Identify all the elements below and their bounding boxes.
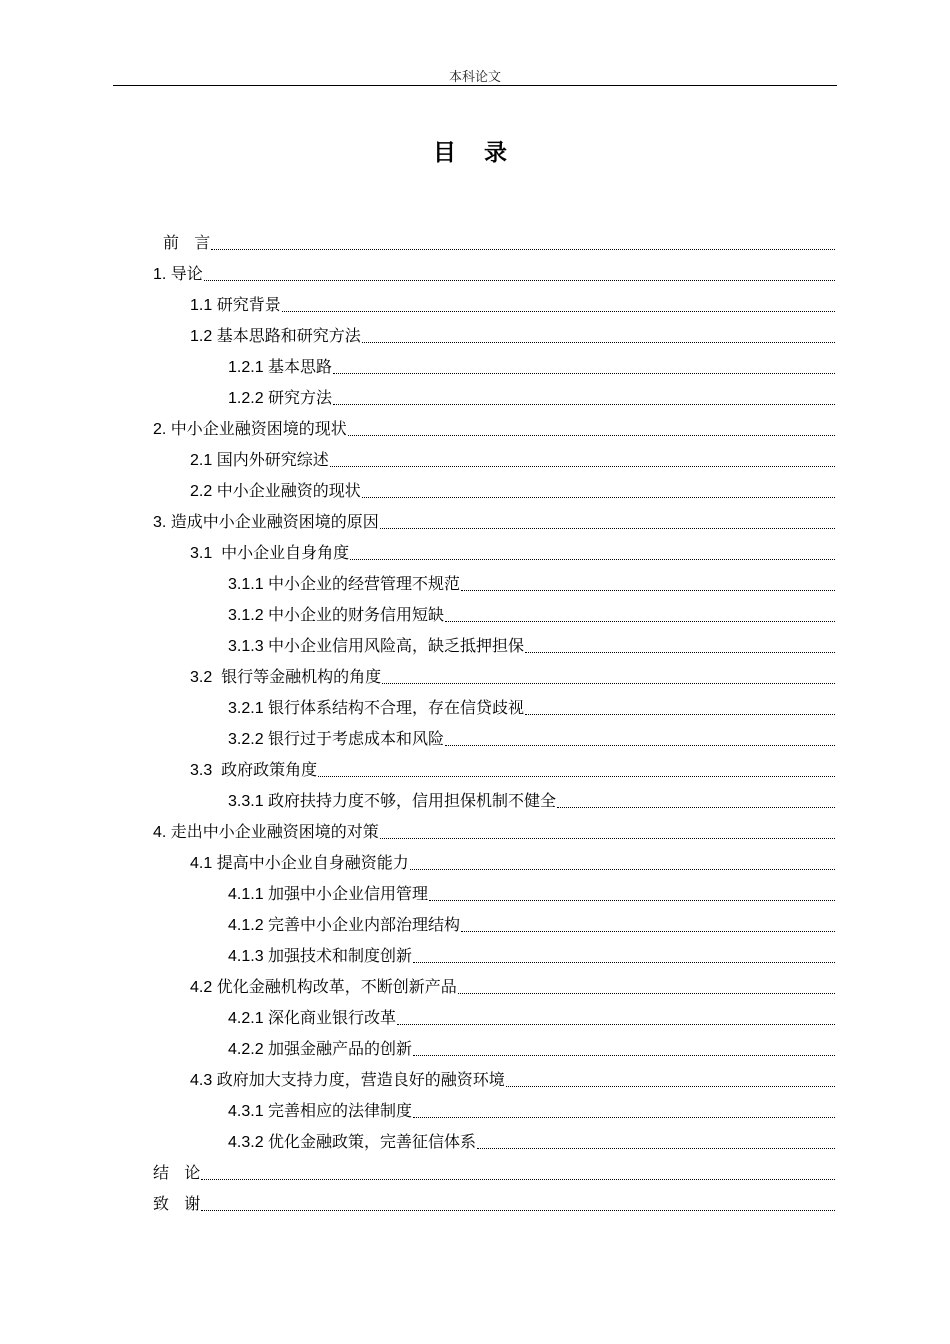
leader-dots <box>380 528 835 529</box>
leader-dots <box>445 745 835 746</box>
toc-entry-4-2[interactable]: 4.2 优化金融机构改革，不断创新产品 <box>190 970 835 998</box>
toc-entry-4-2-2[interactable]: 4.2.2 加强金融产品的创新 <box>228 1032 835 1060</box>
toc-entry-3-2-2[interactable]: 3.2.2 银行过于考虑成本和风险 <box>228 722 835 750</box>
toc-entry-1-2-2[interactable]: 1.2.2 研究方法 <box>228 381 835 409</box>
toc-entry-4-1-1[interactable]: 4.1.1 加强中小企业信用管理 <box>228 877 835 905</box>
leader-dots <box>410 869 835 870</box>
leader-dots <box>461 931 835 932</box>
toc-entry-acknowledgements[interactable]: 致 谢 <box>153 1187 835 1215</box>
toc-entry-1-2-1[interactable]: 1.2.1 基本思路 <box>228 350 835 378</box>
toc-entry-2[interactable]: 2. 中小企业融资困境的现状 <box>153 412 835 440</box>
leader-dots <box>348 435 835 436</box>
toc-entry-4-1-2[interactable]: 4.1.2 完善中小企业内部治理结构 <box>228 908 835 936</box>
toc-entry-4-3-2[interactable]: 4.3.2 优化金融政策，完善征信体系 <box>228 1125 835 1153</box>
toc-entry-3-2[interactable]: 3.2 银行等金融机构的角度 <box>190 660 835 688</box>
toc-entry-3-1[interactable]: 3.1 中小企业自身角度 <box>190 536 835 564</box>
leader-dots <box>333 373 835 374</box>
leader-dots <box>330 466 835 467</box>
leader-dots <box>557 807 835 808</box>
leader-dots <box>458 993 835 994</box>
leader-dots <box>397 1024 835 1025</box>
toc-entry-3-3-1[interactable]: 3.3.1 政府扶持力度不够，信用担保机制不健全 <box>228 784 835 812</box>
leader-dots <box>211 249 835 250</box>
leader-dots <box>318 776 835 777</box>
leader-dots <box>413 1055 835 1056</box>
leader-dots <box>461 590 835 591</box>
leader-dots <box>282 311 835 312</box>
toc-entry-3-3[interactable]: 3.3 政府政策角度 <box>190 753 835 781</box>
leader-dots <box>413 962 835 963</box>
toc-entry-4-2-1[interactable]: 4.2.1 深化商业银行改革 <box>228 1001 835 1029</box>
leader-dots <box>477 1148 835 1149</box>
leader-dots <box>333 404 835 405</box>
toc-entry-3-1-2[interactable]: 3.1.2 中小企业的财务信用短缺 <box>228 598 835 626</box>
leader-dots <box>506 1086 835 1087</box>
leader-dots <box>413 1117 835 1118</box>
toc-entry-3-1-3[interactable]: 3.1.3 中小企业信用风险高，缺乏抵押担保 <box>228 629 835 657</box>
leader-dots <box>201 1179 835 1180</box>
leader-dots <box>380 838 835 839</box>
leader-dots <box>382 683 835 684</box>
leader-dots <box>429 900 835 901</box>
toc-entry-3-2-1[interactable]: 3.2.1 银行体系结构不合理，存在信贷歧视 <box>228 691 835 719</box>
toc-entry-2-1[interactable]: 2.1 国内外研究综述 <box>190 443 835 471</box>
toc-entry-conclusion[interactable]: 结 论 <box>153 1156 835 1184</box>
toc-entry-4-3[interactable]: 4.3 政府加大支持力度，营造良好的融资环境 <box>190 1063 835 1091</box>
toc-entry-1[interactable]: 1. 导论 <box>153 257 835 285</box>
toc-entry-1-2[interactable]: 1.2 基本思路和研究方法 <box>190 319 835 347</box>
toc-entry-1-1[interactable]: 1.1 研究背景 <box>190 288 835 316</box>
toc-entry-3-1-1[interactable]: 3.1.1 中小企业的经营管理不规范 <box>228 567 835 595</box>
header-rule <box>113 85 837 86</box>
leader-dots <box>201 1210 835 1211</box>
leader-dots <box>204 280 835 281</box>
toc-entry-4[interactable]: 4. 走出中小企业融资困境的对策 <box>153 815 835 843</box>
leader-dots <box>362 342 835 343</box>
page-header: 本科论文 <box>448 70 501 85</box>
toc-title: 目 录 <box>432 140 517 166</box>
leader-dots <box>525 714 835 715</box>
toc-entry-4-3-1[interactable]: 4.3.1 完善相应的法律制度 <box>228 1094 835 1122</box>
toc-entry-4-1-3[interactable]: 4.1.3 加强技术和制度创新 <box>228 939 835 967</box>
leader-dots <box>525 652 835 653</box>
toc-entry-2-2[interactable]: 2.2 中小企业融资的现状 <box>190 474 835 502</box>
leader-dots <box>445 621 835 622</box>
leader-dots <box>362 497 835 498</box>
toc-entry-3[interactable]: 3. 造成中小企业融资困境的原因 <box>153 505 835 533</box>
toc-entry-preface[interactable]: 前 言 <box>163 226 835 254</box>
leader-dots <box>350 559 835 560</box>
toc-entry-4-1[interactable]: 4.1 提高中小企业自身融资能力 <box>190 846 835 874</box>
